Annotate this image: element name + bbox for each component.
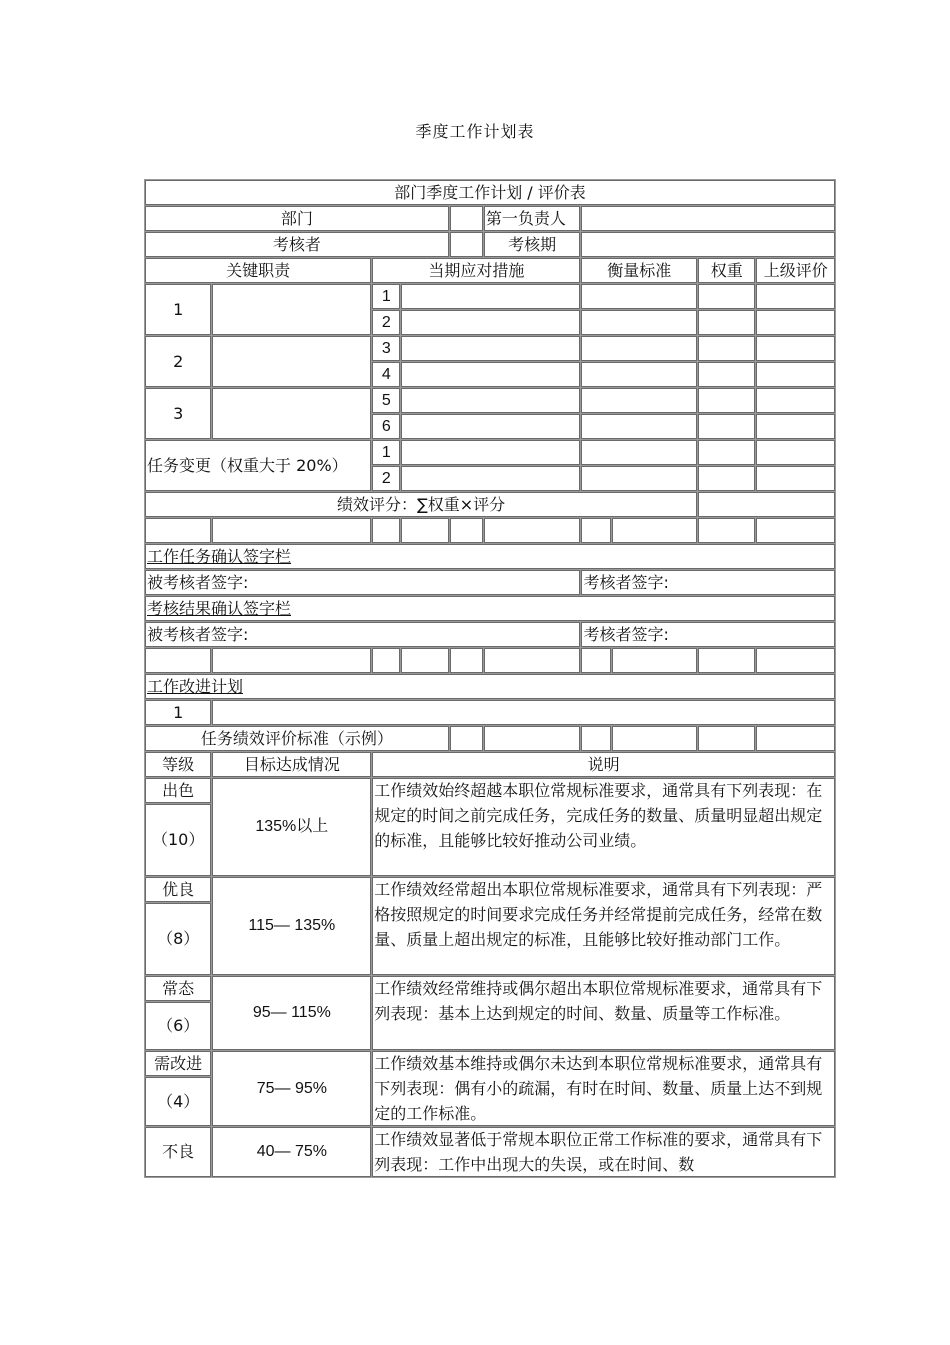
weight-cell[interactable] bbox=[698, 310, 755, 335]
blank-cell bbox=[145, 518, 211, 543]
blank-cell bbox=[484, 518, 581, 543]
weight-cell[interactable] bbox=[698, 466, 755, 491]
blank-cell bbox=[401, 648, 448, 673]
weight-cell[interactable] bbox=[698, 414, 755, 439]
blank-cell bbox=[484, 648, 581, 673]
duty-content-cell[interactable] bbox=[212, 284, 371, 335]
grade-score: （8） bbox=[145, 903, 211, 975]
grade-label: 不良 bbox=[145, 1127, 211, 1177]
duty-content-cell[interactable] bbox=[212, 388, 371, 439]
evaluation-cell[interactable] bbox=[756, 336, 835, 361]
evaluation-cell[interactable] bbox=[756, 414, 835, 439]
weight-cell[interactable] bbox=[698, 336, 755, 361]
weight-cell[interactable] bbox=[698, 284, 755, 309]
task-confirm-title: 工作任务确认签字栏 bbox=[145, 544, 835, 569]
score-formula: 绩效评分：∑权重×评分 bbox=[145, 492, 697, 517]
measure-cell[interactable] bbox=[401, 414, 580, 439]
standard-cell[interactable] bbox=[581, 440, 697, 465]
blank-cell bbox=[372, 648, 400, 673]
result-assessee-sign[interactable]: 被考核者签字: bbox=[145, 622, 580, 647]
evaluation-cell[interactable] bbox=[756, 362, 835, 387]
assessor-value-cell[interactable] bbox=[450, 232, 483, 257]
measure-cell[interactable] bbox=[401, 440, 580, 465]
duty-content-cell[interactable] bbox=[212, 336, 371, 387]
blank-cell bbox=[450, 518, 483, 543]
score-value-cell[interactable] bbox=[698, 492, 835, 517]
measure-cell[interactable] bbox=[401, 336, 580, 361]
task-change-number: 1 bbox=[372, 440, 400, 465]
grade-target: 75— 95% bbox=[212, 1051, 371, 1126]
plan-evaluation-table bbox=[144, 179, 836, 1178]
header-superior-eval: 上级评价 bbox=[756, 258, 835, 283]
responsible-label: 第一负责人 bbox=[484, 206, 581, 231]
weight-cell[interactable] bbox=[698, 440, 755, 465]
standard-cell[interactable] bbox=[581, 362, 697, 387]
criteria-header-grade: 等级 bbox=[145, 752, 211, 777]
grade-explanation: 工作绩效经常维持或偶尔超出本职位常规标准要求，通常具有下列表现：基本上达到规定的时间、数量、质量等工作标准。 bbox=[372, 976, 835, 1050]
criteria-title: 任务绩效评价标准（示例） bbox=[145, 726, 449, 751]
weight-cell[interactable] bbox=[698, 362, 755, 387]
blank-cell bbox=[450, 726, 483, 751]
blank-cell bbox=[756, 726, 835, 751]
duty-number: 3 bbox=[145, 388, 211, 439]
standard-cell[interactable] bbox=[581, 284, 697, 309]
improvement-content-cell[interactable] bbox=[212, 700, 835, 725]
grade-explanation: 工作绩效显著低于常规本职位正常工作标准的要求，通常具有下列表现：工作中出现大的失误，或在时间、数 bbox=[372, 1127, 835, 1177]
duty-number: 1 bbox=[145, 284, 211, 335]
grade-target: 115— 135% bbox=[212, 877, 371, 975]
weight-cell[interactable] bbox=[698, 388, 755, 413]
blank-cell bbox=[484, 726, 581, 751]
grade-score: （10） bbox=[145, 804, 211, 876]
header-standard: 衡量标准 bbox=[581, 258, 697, 283]
responsible-value-cell[interactable] bbox=[581, 206, 835, 231]
blank-cell bbox=[612, 518, 698, 543]
blank-cell bbox=[698, 518, 755, 543]
criteria-header-explanation: 说明 bbox=[372, 752, 835, 777]
dept-label: 部门 bbox=[145, 206, 449, 231]
blank-cell bbox=[698, 648, 755, 673]
dept-value-cell[interactable] bbox=[450, 206, 483, 231]
blank-cell bbox=[612, 648, 698, 673]
grade-explanation: 工作绩效始终超越本职位常规标准要求，通常具有下列表现：在规定的时间之前完成任务，完成任务的数量、质量明显超出规定的标准，且能够比较好推动公司业绩。 bbox=[372, 778, 835, 876]
grade-label: 优良 bbox=[145, 877, 211, 902]
standard-cell[interactable] bbox=[581, 336, 697, 361]
blank-cell bbox=[581, 518, 610, 543]
result-assessor-sign[interactable]: 考核者签字: bbox=[581, 622, 835, 647]
measure-cell[interactable] bbox=[401, 466, 580, 491]
measure-cell[interactable] bbox=[401, 388, 580, 413]
standard-cell[interactable] bbox=[581, 388, 697, 413]
blank-cell bbox=[372, 518, 400, 543]
standard-cell[interactable] bbox=[581, 414, 697, 439]
blank-cell bbox=[401, 518, 448, 543]
grade-label: 出色 bbox=[145, 778, 211, 803]
blank-cell bbox=[581, 726, 610, 751]
grade-target: 135%以上 bbox=[212, 778, 371, 876]
task-change-label: 任务变更（权重大于 20%） bbox=[145, 440, 371, 491]
task-assessor-sign[interactable]: 考核者签字: bbox=[581, 570, 835, 595]
grade-score: （6） bbox=[145, 1002, 211, 1050]
table-title: 部门季度工作计划 / 评价表 bbox=[145, 180, 835, 205]
blank-cell bbox=[145, 648, 211, 673]
measure-number: 5 bbox=[372, 388, 400, 413]
document-title: 季度工作计划表 bbox=[415, 122, 535, 141]
grade-label: 需改进 bbox=[145, 1051, 211, 1076]
blank-cell bbox=[212, 648, 371, 673]
task-change-number: 2 bbox=[372, 466, 400, 491]
measure-cell[interactable] bbox=[401, 310, 580, 335]
evaluation-cell[interactable] bbox=[756, 310, 835, 335]
period-label: 考核期 bbox=[484, 232, 581, 257]
result-confirm-title: 考核结果确认签字栏 bbox=[145, 596, 835, 621]
header-measures: 当期应对措施 bbox=[372, 258, 580, 283]
measure-number: 4 bbox=[372, 362, 400, 387]
evaluation-cell[interactable] bbox=[756, 388, 835, 413]
grade-explanation: 工作绩效基本维持或偶尔未达到本职位常规标准要求，通常具有下列表现：偶有小的疏漏，有时在时间、数量、质量上达不到规定的工作标准。 bbox=[372, 1051, 835, 1126]
blank-row bbox=[145, 648, 835, 673]
task-assessee-sign[interactable]: 被考核者签字: bbox=[145, 570, 580, 595]
standard-cell[interactable] bbox=[581, 310, 697, 335]
improvement-title: 工作改进计划 bbox=[145, 674, 835, 699]
grade-score: （4） bbox=[145, 1077, 211, 1126]
grade-target: 40— 75% bbox=[212, 1127, 371, 1177]
blank-cell bbox=[756, 518, 835, 543]
period-value-cell[interactable] bbox=[581, 232, 835, 257]
assessor-label: 考核者 bbox=[145, 232, 449, 257]
measure-number: 3 bbox=[372, 336, 400, 361]
improvement-number: 1 bbox=[145, 700, 211, 725]
header-key-duty: 关键职责 bbox=[145, 258, 371, 283]
measure-number: 2 bbox=[372, 310, 400, 335]
measure-number: 1 bbox=[372, 284, 400, 309]
blank-cell bbox=[581, 648, 610, 673]
standard-cell[interactable] bbox=[581, 466, 697, 491]
blank-cell bbox=[450, 648, 483, 673]
evaluation-cell[interactable] bbox=[756, 466, 835, 491]
blank-row bbox=[145, 518, 835, 543]
header-weight: 权重 bbox=[698, 258, 755, 283]
measure-cell[interactable] bbox=[401, 362, 580, 387]
grade-explanation: 工作绩效经常超出本职位常规标准要求，通常具有下列表现：严格按照规定的时间要求完成任务并经常提前完成任务，经常在数量、质量上超出规定的标准，且能够比较好推动部门工作。 bbox=[372, 877, 835, 975]
criteria-header-target: 目标达成情况 bbox=[212, 752, 371, 777]
measure-cell[interactable] bbox=[401, 284, 580, 309]
grade-label: 常态 bbox=[145, 976, 211, 1001]
blank-cell bbox=[698, 726, 755, 751]
blank-cell bbox=[212, 518, 371, 543]
evaluation-cell[interactable] bbox=[756, 284, 835, 309]
grade-target: 95— 115% bbox=[212, 976, 371, 1050]
blank-cell bbox=[756, 648, 835, 673]
blank-cell bbox=[612, 726, 698, 751]
evaluation-cell[interactable] bbox=[756, 440, 835, 465]
duty-number: 2 bbox=[145, 336, 211, 387]
measure-number: 6 bbox=[372, 414, 400, 439]
